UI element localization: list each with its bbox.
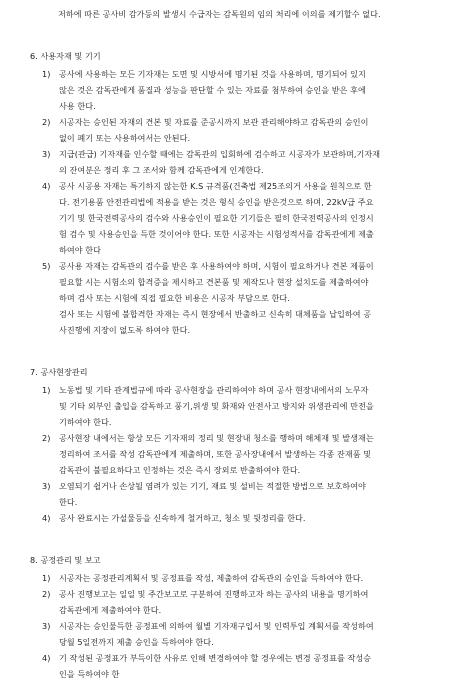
list-item	[30, 618, 452, 650]
item-number: 2)	[42, 117, 51, 127]
list-item	[30, 258, 452, 338]
item-text-line: 시공자는 승인물득한 공정표에 의하여 월별 기자재구입서 및 인력투입 계획서를 작성하여	[59, 621, 374, 631]
list-item	[30, 650, 452, 682]
item-number: 5)	[42, 261, 51, 271]
document-body	[30, 48, 452, 682]
item-text-line: 기기 및 한국전력공사의 검수와 사용승인이 필요한 기기들은 필히 한국전력공사의 인정시	[59, 213, 374, 223]
item-text-line: 공사 완료시는 가설물등을 신속하게 철거하고, 청소 및 뒷정리를 한다.	[59, 513, 306, 523]
item-number: 3)	[42, 481, 51, 491]
item-text-line: 시공자는 승인된 자재의 견본 및 자료를 준공시까지 보관 관리해야하고 감독관의 승인이	[59, 117, 369, 127]
item-text-line: 공사현장 내에서는 항상 모든 기자재의 정리 및 현장내 청소를 행하며 해체재 및 발생재는	[59, 433, 374, 443]
item-text-line: 당월 5일전까지 제출 승인을 득하여야 한다.	[59, 637, 214, 647]
item-text-line: 사용 한다.	[59, 101, 96, 111]
list-item	[30, 510, 452, 526]
intro-paragraph: 저하에 따른 공사비 감가등의 발생시 수급자는 감독원의 임의 처리에 이의를 제기할수 없다.	[58, 9, 381, 19]
section-8	[30, 552, 452, 682]
section-title: 6. 사용자재 및 기기	[30, 51, 101, 61]
item-text-line: 하여야 한다	[59, 245, 101, 255]
item-text-line: 사진행에 지장이 없도록 하여야 한다.	[59, 325, 191, 335]
section-item-list	[30, 382, 452, 526]
list-item	[30, 478, 452, 510]
item-number: 2)	[42, 589, 51, 599]
list-item	[30, 570, 452, 586]
item-text-line: 험 검수 및 사용승인을 득한 것이어야 한다. 또한 시공자는 시험성적서를 감독관에게 제출	[59, 229, 374, 239]
item-text-line: 공사 진행보고는 일일 및 주간보고로 구분하여 진행하고자 하는 공사의 내용을 명기하여	[59, 589, 369, 599]
section-title: 7. 공사현장관리	[30, 367, 88, 377]
list-item	[30, 382, 452, 430]
item-text-line: 다. 전기용품 안전관리법에 적용을 받는 것은 형식 승인을 받은것으로 하며, 22kV급 주요	[59, 197, 374, 207]
item-text-line: 오염되기 쉽거나 손상될 염려가 있는 기기, 재료 및 설비는 적절한 방법으로 보호하여야	[59, 481, 366, 491]
item-text-line: 검사 또는 시험에 불합격한 자재는 즉시 현장에서 반출하고 신속히 대체품을 납입하여 공	[59, 309, 372, 319]
item-text-line: 의 잔여분은 정리 후 그 조서와 함께 감독관에게 인계한다.	[59, 165, 264, 175]
item-text-line: 없이 폐기 또는 사용하여서는 안된다.	[59, 133, 191, 143]
section-6	[30, 48, 452, 338]
item-number: 2)	[42, 433, 51, 443]
item-text-line: 인을 득하여야 한	[59, 669, 120, 679]
list-item	[30, 586, 452, 618]
list-item	[30, 178, 452, 258]
section-7	[30, 364, 452, 526]
item-text-line: 공사 시공용 자재는 특기하지 않는한 K.S 규격품(건축법 제25조의거 사용을 원칙으로 한	[59, 181, 372, 191]
item-text-line: 및 기타 외부인 출입을 감독하고 풍기,위생 및 화재와 안전사고 방지와 위생관리에 만전을	[59, 401, 374, 411]
item-text-line: 시공자는 공정관리계획서 및 공정표를 작성, 제출하여 감독관의 승인을 득하여야 한다.	[59, 573, 364, 583]
item-text-line: 지급(관급) 기자재를 인수할 때에는 감독관의 입회하에 검수하고 시공자가 보관하며,기자재	[59, 149, 381, 159]
item-number: 3)	[42, 621, 51, 631]
item-text-line: 감독관이 불필요하다고 인정하는 것은 즉시 장외로 반출하여야 한다.	[59, 465, 301, 475]
item-text-line: 감독관에게 제출하여야 한다.	[59, 605, 162, 615]
item-text-line: 않은 것은 감독관에게 품질과 성능을 판단할 수 있는 자료를 첨부하여 승인을 받은 후에	[59, 85, 366, 95]
item-text-line: 기 작성된 공정표가 부득이한 사유로 인해 변경하여야 할 경우에는 변경 공정표를 작성승	[59, 653, 372, 663]
item-text-line: 기하여야 한다.	[59, 417, 112, 427]
item-number: 4)	[42, 181, 51, 191]
list-item	[30, 146, 452, 178]
item-text-line: 정리하여 조서를 작성 감독관에게 제출하며, 또한 공사장내에서 발생하는 각종 잔재품 및	[59, 449, 372, 459]
item-text-line: 공사용 자재는 감독관의 검수를 받은 후 사용하여야 하며, 시험이 필요하거나 견본 제품이	[59, 261, 374, 271]
item-number: 4)	[42, 653, 51, 663]
item-text-line: 노동법 및 기타 관계법규에 따라 공사현장을 관리하여야 하며 공사 현장내에서의 노무자	[59, 385, 369, 395]
item-number: 1)	[42, 69, 51, 79]
list-item	[30, 114, 452, 146]
list-item	[30, 430, 452, 478]
item-number: 4)	[42, 513, 51, 523]
item-text-line: 필요할 시는 시험소의 합격증을 제시하고 견본품 및 제작도나 현장 설치도를 제출하여야	[59, 277, 369, 287]
list-item	[30, 66, 452, 114]
item-number: 1)	[42, 385, 51, 395]
item-text-line: 하며 검사 또는 시험에 직접 필요한 비용은 시공자 부담으로 한다.	[59, 293, 290, 303]
section-item-list	[30, 570, 452, 682]
item-text-line: 공사에 사용하는 모든 기자재는 도면 및 시방서에 명기된 것을 사용하며, 명기되어 있지	[59, 69, 366, 79]
item-number: 1)	[42, 573, 51, 583]
section-item-list	[30, 66, 452, 338]
section-title: 8. 공정관리 및 보고	[30, 555, 101, 565]
item-number: 3)	[42, 149, 51, 159]
item-text-line: 한다.	[59, 497, 78, 507]
